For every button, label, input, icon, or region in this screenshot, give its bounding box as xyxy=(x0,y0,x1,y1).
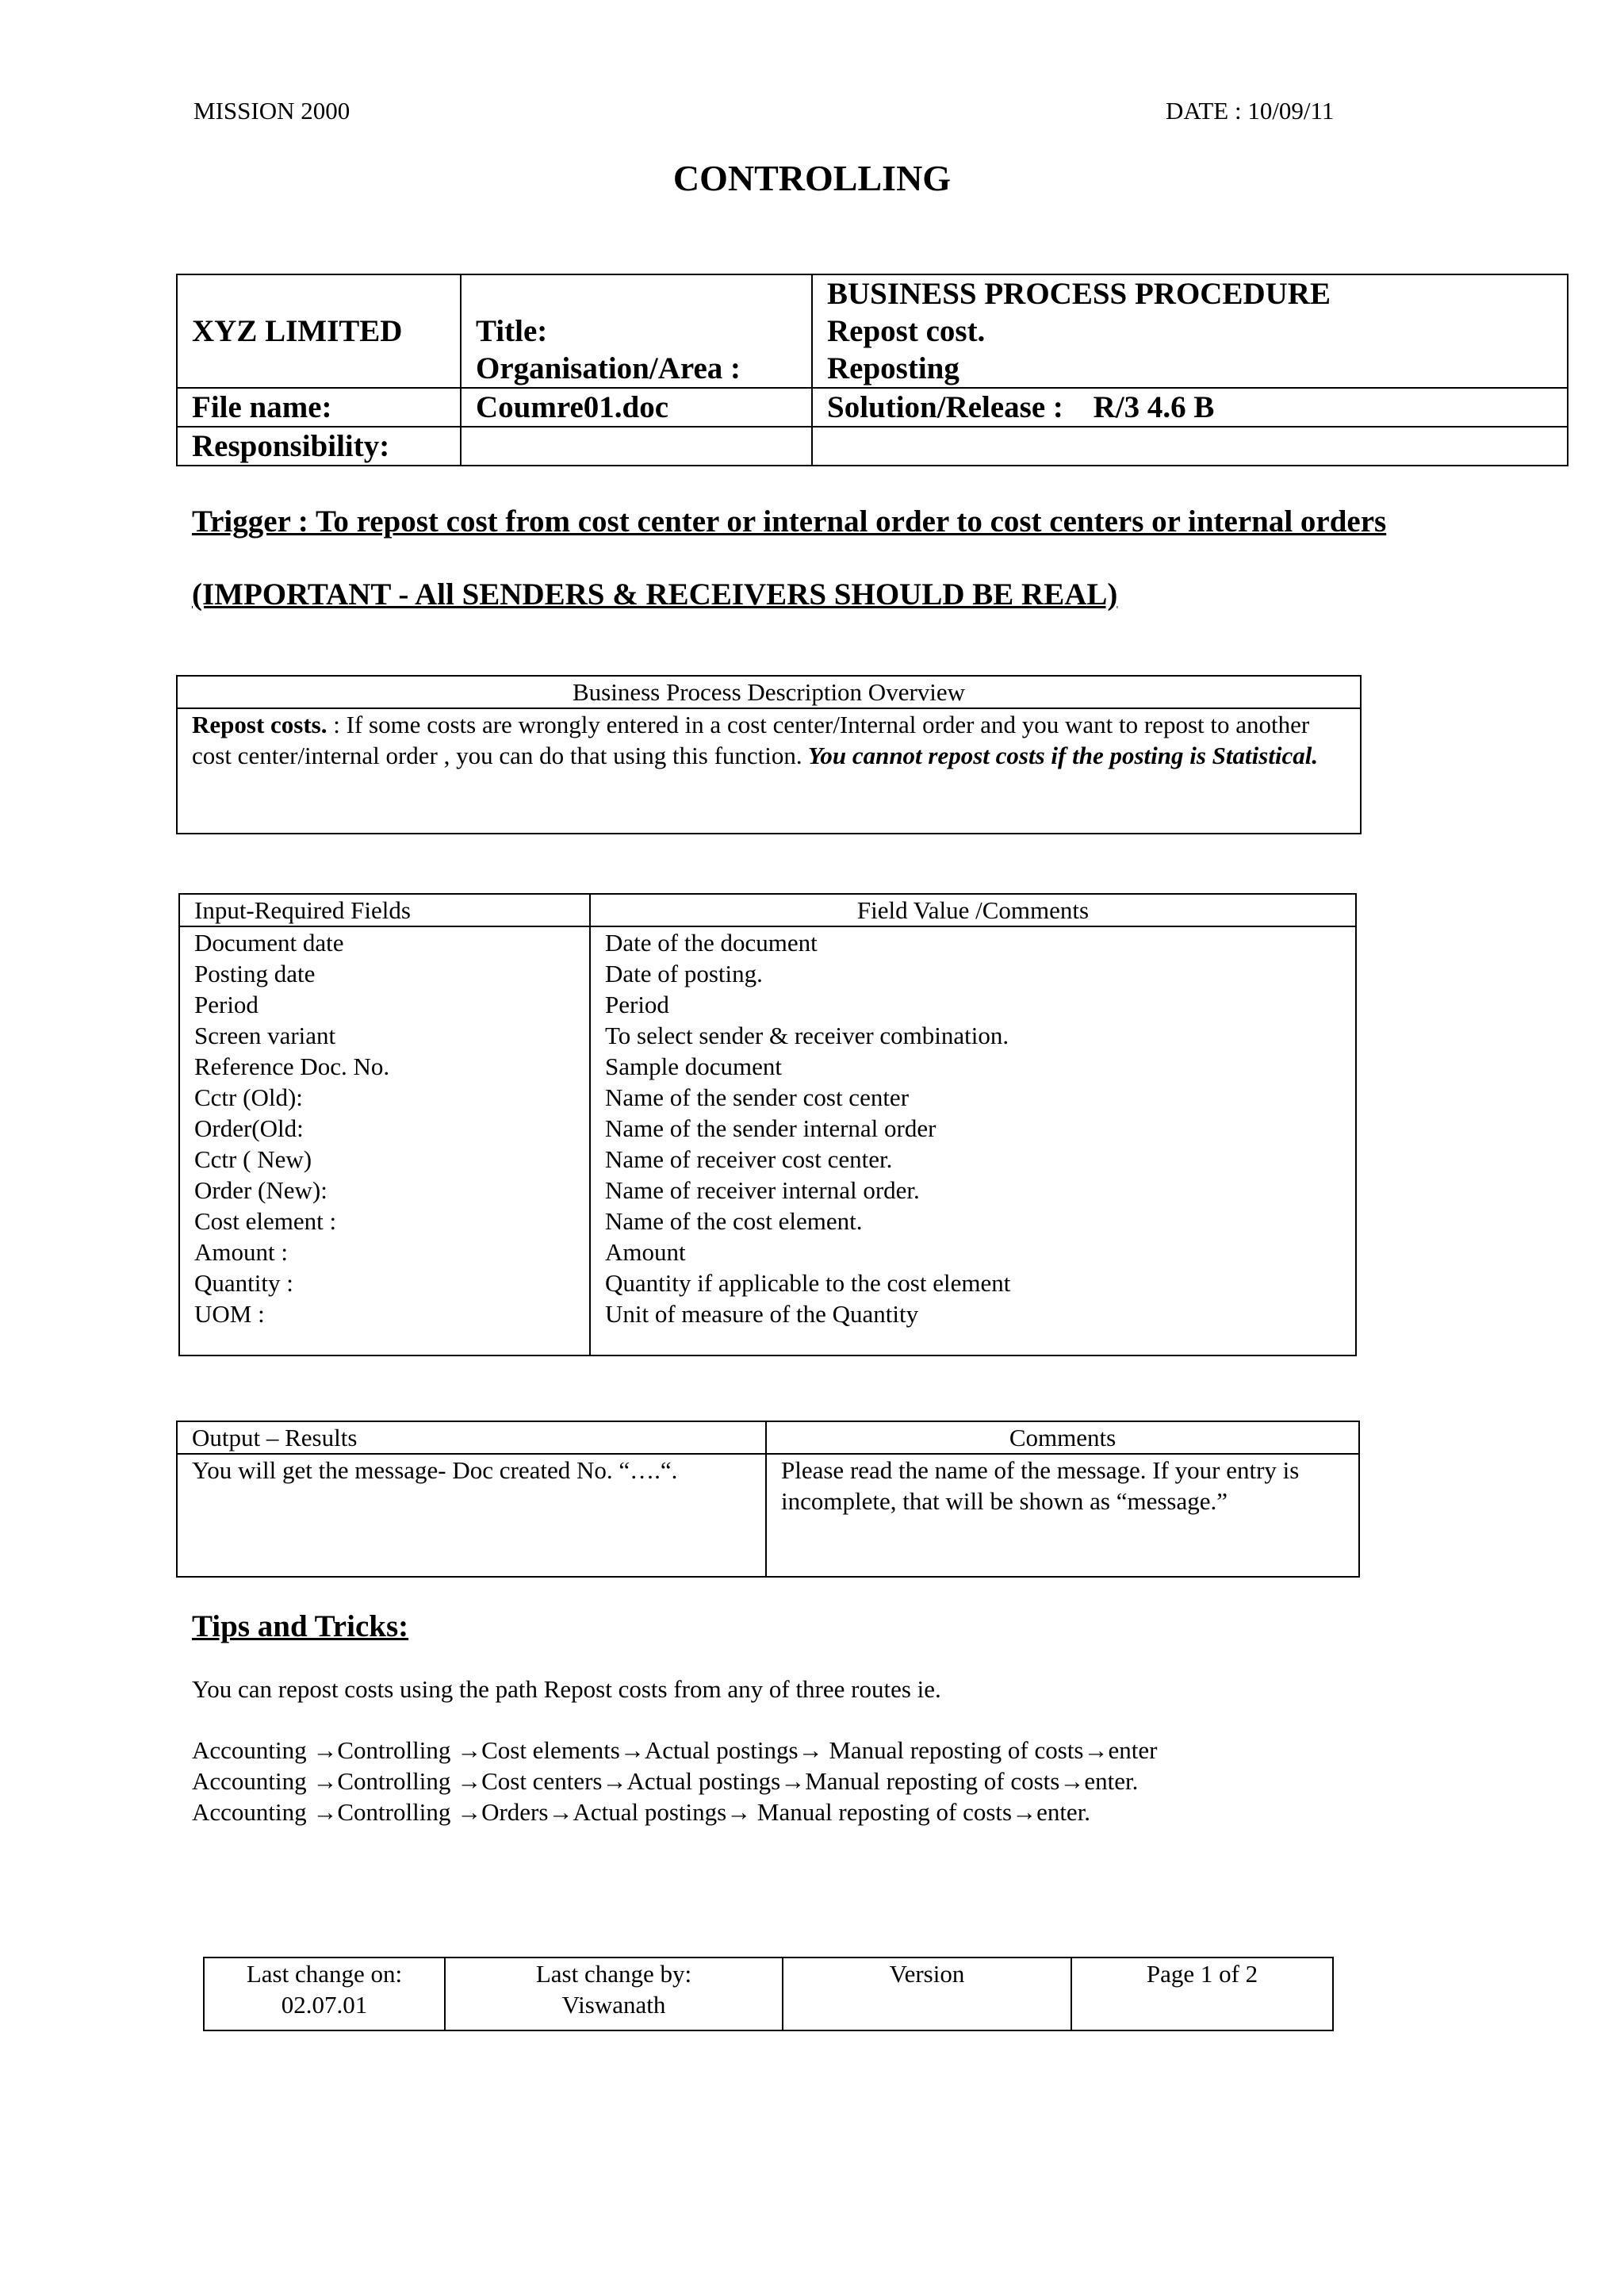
release-label: Solution/Release : xyxy=(827,390,1063,424)
org-area-label: Organisation/Area : xyxy=(476,351,741,385)
field-name: Screen variant xyxy=(194,1022,336,1049)
title-org-labels xyxy=(461,274,812,388)
overview-lead: Repost costs. xyxy=(192,711,327,738)
field-name: UOM : xyxy=(194,1300,265,1328)
document-type: BUSINESS PROCESS PROCEDURE xyxy=(827,277,1331,311)
output-comment: Please read the name of the message. If your entry is incomplete, that will be shown as “message.” xyxy=(766,1454,1359,1577)
route-item: Accounting →Controlling →Orders→Actual postings→ Manual reposting of costs→enter. xyxy=(192,1798,1091,1826)
field-name: Order (New): xyxy=(194,1176,327,1204)
field-comment: Amount xyxy=(605,1238,686,1266)
field-name: Posting date xyxy=(194,960,316,987)
document-info-table xyxy=(176,274,1568,466)
overview-body xyxy=(178,709,1360,771)
tips-title: Tips and Tricks: xyxy=(192,1609,409,1643)
header-date: DATE : 10/09/11 xyxy=(1166,97,1335,125)
field-comment: Name of the cost element. xyxy=(605,1207,863,1235)
field-name: Order(Old: xyxy=(194,1114,304,1142)
file-name-label: File name: xyxy=(177,388,461,427)
last-change-on xyxy=(204,1957,445,2030)
field-comment: Date of posting. xyxy=(605,960,763,987)
solution-release xyxy=(812,388,1568,427)
release-value: R/3 4.6 B xyxy=(1093,390,1215,424)
field-name: Period xyxy=(194,991,259,1018)
comments-col-header: Comments xyxy=(766,1421,1359,1454)
page-title: CONTROLLING xyxy=(672,158,952,198)
field-names-cell xyxy=(179,926,590,1355)
title-org-values xyxy=(812,274,1568,388)
last-change-on-value: 02.07.01 xyxy=(281,1991,368,2019)
field-values-cell xyxy=(590,926,1356,1355)
values-col-header: Field Value /Comments xyxy=(590,894,1356,926)
field-comment: To select sender & receiver combination. xyxy=(605,1022,1009,1049)
file-name-value: Coumre01.doc xyxy=(461,388,812,427)
company-name: XYZ LIMITED xyxy=(177,274,461,388)
fields-col-header: Input-Required Fields xyxy=(179,894,590,926)
field-comment: Quantity if applicable to the cost element xyxy=(605,1269,1011,1297)
overview-box xyxy=(176,675,1362,834)
page-number-cell xyxy=(1071,1957,1333,2030)
output-col-header: Output – Results xyxy=(177,1421,766,1454)
footer-table xyxy=(203,1957,1334,2031)
org-area-value: Reposting xyxy=(827,351,959,385)
version-label: Version xyxy=(889,1960,965,1988)
header-left: MISSION 2000 xyxy=(193,97,350,125)
last-change-by xyxy=(445,1957,783,2030)
title-value: Repost cost. xyxy=(827,314,986,348)
field-name: Document date xyxy=(194,929,344,957)
tips-routes xyxy=(192,1735,1157,1827)
version-cell xyxy=(783,1957,1071,2030)
field-comment: Name of the sender internal order xyxy=(605,1114,936,1142)
field-comment: Period xyxy=(605,991,669,1018)
field-comment: Name of receiver cost center. xyxy=(605,1145,893,1173)
route-item: Accounting →Controlling →Cost elements→Actual postings→ Manual reposting of costs→enter xyxy=(192,1736,1158,1764)
overview-text: : If some costs are wrongly entered in a cost center/Internal order and you want to repost to another cost center/internal order , you can do that using this function. xyxy=(192,711,1310,769)
field-comment: Name of the sender cost center xyxy=(605,1083,910,1111)
page-number: Page 1 of 2 xyxy=(1146,1960,1258,1988)
field-name: Cctr ( New) xyxy=(194,1145,312,1173)
tips-intro: You can repost costs using the path Repost costs from any of three routes ie. xyxy=(192,1675,941,1703)
route-item: Accounting →Controlling →Cost centers→Actual postings→Manual reposting of costs→enter. xyxy=(192,1767,1139,1795)
important-note: (IMPORTANT - All SENDERS & RECEIVERS SHOULD BE REAL) xyxy=(192,577,1118,612)
output-results-table xyxy=(176,1421,1360,1578)
field-comment: Sample document xyxy=(605,1053,782,1080)
output-result: You will get the message- Doc created No. “….“. xyxy=(177,1454,766,1577)
overview-emphasis: You cannot repost costs if the posting is Statistical. xyxy=(802,742,1319,769)
responsibility-extra xyxy=(812,427,1568,466)
field-name: Quantity : xyxy=(194,1269,293,1297)
last-change-by-label: Last change by: xyxy=(535,1960,692,1988)
trigger-statement: Trigger : To repost cost from cost center or internal order to cost centers or internal orders xyxy=(192,504,1387,539)
overview-heading: Business Process Description Overview xyxy=(178,677,1360,709)
last-change-by-value: Viswanath xyxy=(561,1991,666,2019)
field-comment: Name of receiver internal order. xyxy=(605,1176,920,1204)
field-name: Cost element : xyxy=(194,1207,337,1235)
field-name: Amount : xyxy=(194,1238,288,1266)
responsibility-label: Responsibility: xyxy=(177,427,461,466)
field-comment: Unit of measure of the Quantity xyxy=(605,1300,919,1328)
last-change-on-label: Last change on: xyxy=(246,1960,403,1988)
field-name: Cctr (Old): xyxy=(194,1083,303,1111)
input-fields-table xyxy=(178,893,1357,1356)
field-name: Reference Doc. No. xyxy=(194,1053,390,1080)
responsibility-value xyxy=(461,427,812,466)
field-comment: Date of the document xyxy=(605,929,818,957)
title-label: Title: xyxy=(476,314,548,348)
